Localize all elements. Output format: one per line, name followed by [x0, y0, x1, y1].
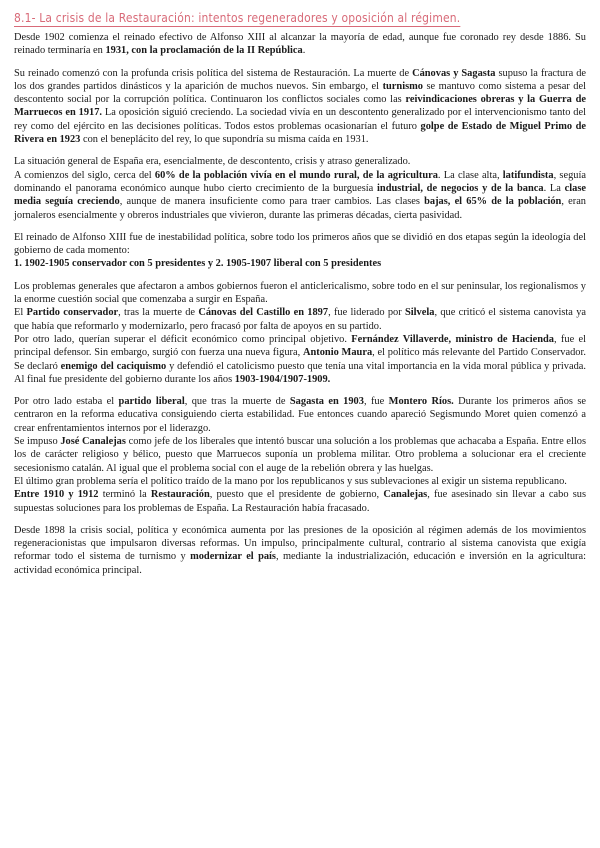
text-run: , seguía dominando el panorama económico aunque hubo cierto crecimiento de la burguesía — [14, 169, 586, 194]
text-run: , puesto que el presidente de gobierno, — [209, 489, 384, 501]
paragraph — [14, 395, 586, 435]
text-run: , fue el principal defensor. Sin embargo, surgió con fuerza una nueva figura, — [14, 333, 587, 359]
text-run: , tras la muerte de — [118, 307, 199, 319]
bold-text: turnismo — [382, 80, 423, 92]
bold-text: Partido conservador — [26, 307, 119, 319]
bold-text: Entre 1910 y 1912 — [14, 489, 99, 501]
text-run: , el político más relevante del Partido Conservador. Se declaró — [14, 347, 586, 372]
bold-text: bajas, el 65% de la población — [424, 196, 562, 208]
section-title: 8.1- La crisis de la Restauración: intentos regeneradores y oposición al régimen. — [14, 10, 461, 25]
paragraph — [14, 488, 586, 515]
bold-text: Antonio Maura — [302, 347, 373, 359]
text-run: . — [302, 45, 306, 57]
paragraph — [14, 524, 586, 577]
text-run: , que criticó el sistema canovista ya que había que reformarlo y modernizarlo, pero fracasó por falta de apoyos en su partido. — [14, 307, 586, 332]
bold-text: golpe de Estado de Miguel Primo de Rivera en 1923 — [14, 120, 586, 146]
text-run: se mantuvo como sistema a pesar del descontento social por la corrupción política. Continuaron los conflictos sociales como las — [14, 80, 586, 106]
bold-text: Cánovas del Castillo en 1897 — [198, 307, 329, 319]
document-body — [14, 31, 586, 577]
text-run: Su reinado comenzó con la profunda crisis política del sistema de Restauración. La muerte de — [14, 67, 413, 79]
paragraph — [14, 435, 586, 475]
bold-text: enemigo del caciquismo — [60, 360, 167, 372]
paragraph — [14, 306, 586, 333]
text-run: Se impuso — [14, 436, 61, 448]
text-run: , eran jornaleros esencialmente y obreros industriales que vivieron, durante las primeras décadas, cierta pasividad. — [14, 196, 586, 221]
text-run: El reinado de Alfonso XIII fue de inestabilidad política, sobre todo los primeros años que se dividió en dos etapas según la ideología del gobierno de cada momento: — [14, 231, 586, 257]
bold-text: 60% de la población vivía en el mundo rural, de la agricultura — [154, 169, 438, 181]
bold-text: Restauración — [150, 489, 210, 501]
text-run: El — [14, 307, 27, 319]
paragraph — [14, 169, 586, 222]
text-run: El último gran problema sería el político traído de la mano por los republicanos y sus sublevaciones al exigir un sistema republicano. — [14, 475, 567, 487]
text-run: A comienzos del siglo, cerca del — [14, 169, 155, 181]
paragraph — [14, 67, 586, 147]
text-run: Por otro lado estaba el — [14, 396, 119, 408]
text-run: con el beneplácito del rey, lo que supondría su misma caída en 1931. — [80, 134, 369, 146]
bold-text: 1903-1904/1907-1909. — [234, 373, 331, 385]
text-run: , fue — [363, 396, 389, 408]
text-run: . La clase alta, — [437, 169, 503, 181]
text-run: , fue asesinado sin llevar a cabo sus supuestas soluciones para los problemas de España. La Restauración había fracasado. — [14, 489, 587, 514]
text-run: Durante los primeros años se centraron en la reforma educativa consiguiendo cierta estabilidad. Fue entonces cuando apareció Segismundo Moret quien comenzó a crear enfrentamientos internos por el liderazgo. — [14, 396, 586, 434]
text-run: , fue liderado por — [328, 307, 405, 319]
text-run: Por otro lado, querían superar el déficit económico como principal objetivo. — [14, 333, 352, 345]
bold-text: Fernández Villaverde, ministro de Hacienda — [351, 333, 554, 345]
text-run: , mediante la industrialización, educación e inversión en la agricultura: actividad económica principal. — [14, 551, 586, 576]
bold-text: clase media seguía creciendo — [14, 182, 586, 208]
bold-text: Montero Ríos. — [388, 396, 454, 408]
text-run: . La — [543, 182, 565, 194]
text-run: terminó la — [98, 489, 151, 501]
bold-text: Silvela — [404, 307, 435, 319]
text-run: supuso la fractura de los dos grandes partidos dinásticos y la aparición de muchos nuevos. Sin embargo, el — [14, 67, 587, 92]
text-run: La oposición siguió creciendo. La sociedad vivía en un descontento generalizado por el intervencionismo tanto del rey como del ejército en las decisiones políticas. Todos estos problemas ocasionarían el futuro — [14, 107, 586, 132]
text-run: Los problemas generales que afectaron a ambos gobiernos fueron el anticlericalismo, sobre todo en el sur peninsular, los regionalismos y la enorme cuestión social que comenzaba a surgir en España. — [14, 280, 586, 306]
bold-text: reivindicaciones obreras y la Guerra de Marruecos en 1917. — [14, 94, 586, 119]
text-run: Desde 1902 comienza el reinado efectivo de Alfonso XIII al alcanzar la mayoría de edad, aunque fue coronado rey desde 1886. Su reinado terminaría en — [14, 32, 586, 57]
bold-text: 1. 1902-1905 conservador con 5 presidentes y 2. 1905-1907 liberal con 5 presidentes — [14, 258, 382, 270]
text-run: La situación general de España era, esencialmente, de descontento, crisis y atraso generalizado. — [14, 156, 411, 168]
bold-text: Canalejas — [383, 489, 428, 501]
paragraph — [14, 257, 586, 270]
bold-text: 1931, con la proclamación de la II República — [105, 45, 303, 57]
paragraph — [14, 333, 586, 386]
bold-text: modernizar el país — [190, 551, 276, 563]
paragraph — [14, 280, 586, 307]
paragraph — [14, 231, 586, 258]
bold-text: latifundista — [502, 169, 554, 181]
paragraph — [14, 155, 586, 168]
bold-text: Sagasta en 1903 — [289, 396, 364, 408]
text-run: y defendió el catolicismo puesto que tenía una vital importancia en la vida moral pública y privada. Al final fue presidente del gobierno durante los años — [14, 360, 586, 385]
bold-text: partido liberal — [118, 396, 185, 408]
bold-text: José Canalejas — [60, 436, 126, 448]
bold-text: industrial, de negocios y de la banca — [377, 182, 544, 194]
paragraph — [14, 31, 586, 58]
text-run: , aunque de manera insuficiente como para traer cambios. Las clases — [119, 196, 425, 208]
paragraph — [14, 475, 586, 488]
bold-text: Cánovas y Sagasta — [412, 67, 496, 79]
text-run: , que tras la muerte de — [184, 396, 290, 408]
text-run: Desde 1898 la crisis social, política y económica aumenta por las presiones de la oposición al régimen además de los movimientos regeneracionistas que impulsaron diversas reformas. Un impulso, principalmente cultural, contrario al sistema canovista que exigía reformar todo el sistema de turnismo y — [14, 524, 586, 563]
text-run: como jefe de los liberales que intentó buscar una solución a los problemas que achacaba a España. Entre ellos los de carácter religioso y bélico, puesto que Marruecos suponía un problema militar. Otro problema a solucionar era el creciente secesionismo catalán. Al igual que el problema social con el auge de la rebelión obrera y las huelgas. — [14, 436, 586, 474]
